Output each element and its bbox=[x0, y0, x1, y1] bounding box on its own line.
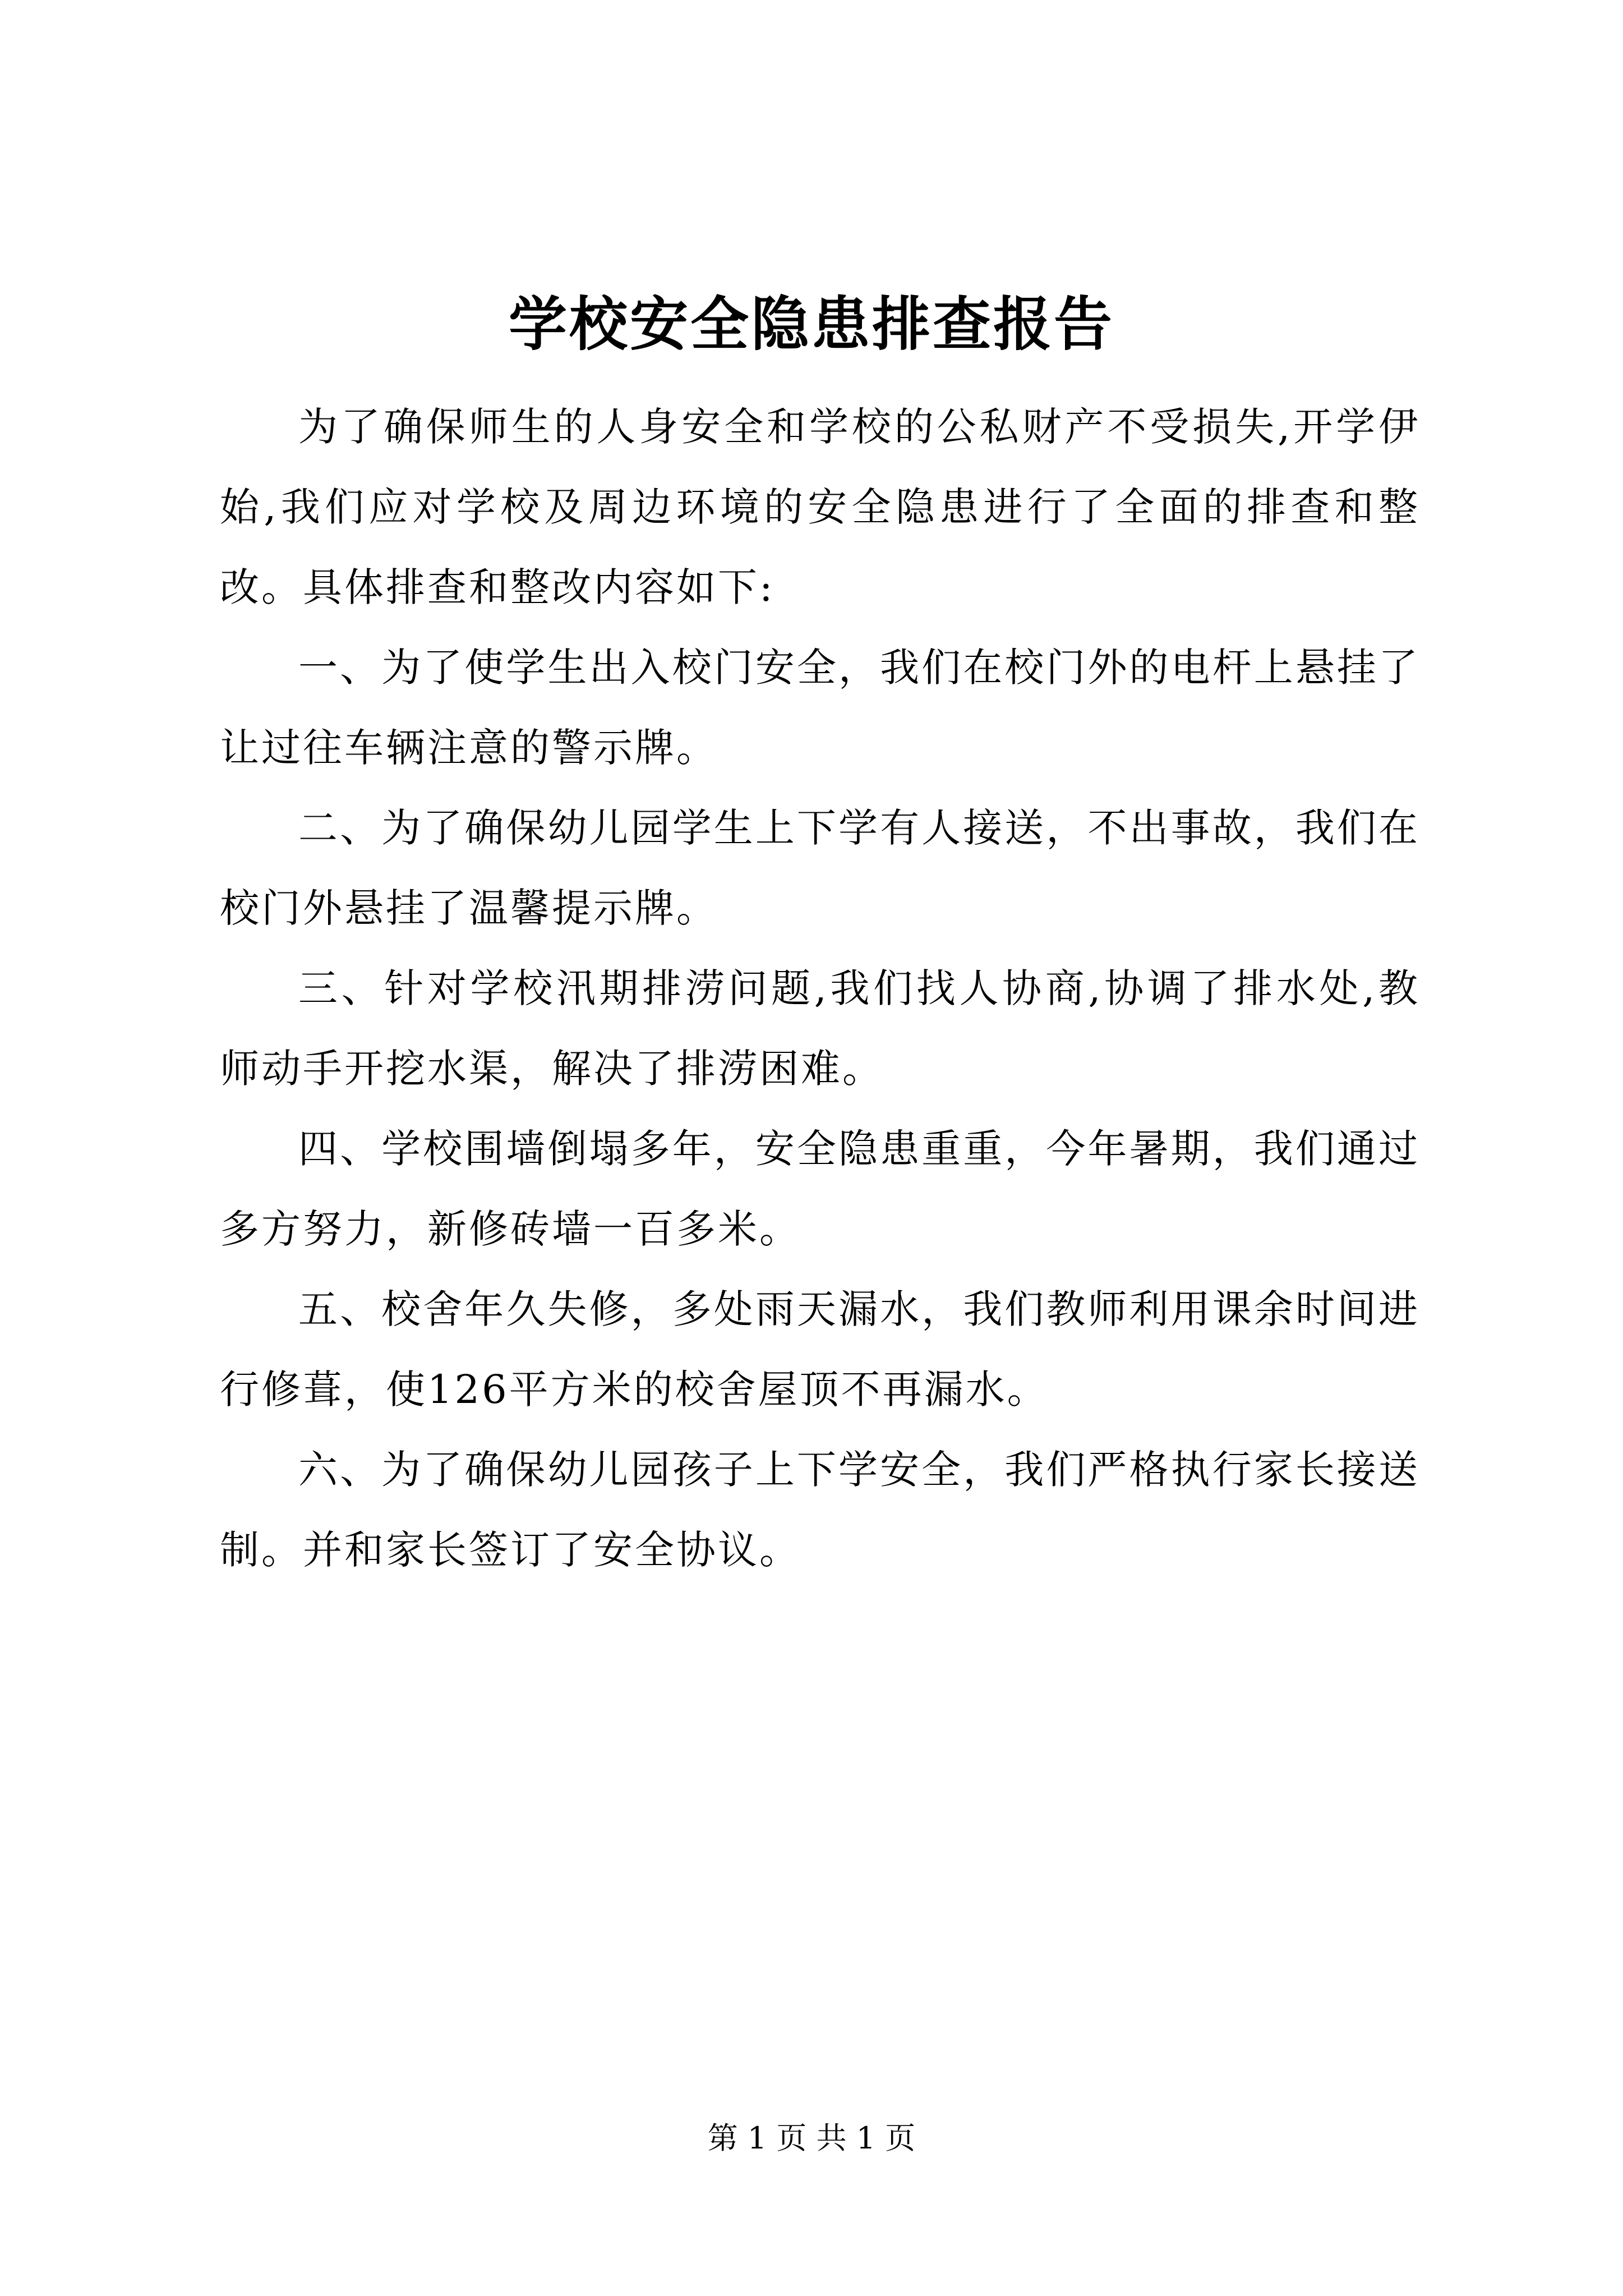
paragraph-intro: 为了确保师生的人身安全和学校的公私财产不受损失,开学伊始,我们应对学校及周边环境的安全隐患进行了全面的排查和整改。具体排查和整改内容如下: bbox=[220, 404, 1420, 610]
paragraph-item-4: 四、学校围墙倒塌多年，安全隐患重重，今年暑期，我们通过多方努力，新修砖墙一百多米。 bbox=[220, 1126, 1420, 1252]
paragraph-item-1: 一、为了使学生出入校门安全，我们在校门外的电杆上悬挂了让过往车辆注意的警示牌。 bbox=[220, 645, 1420, 771]
document-title: 学校安全隐患排查报告 bbox=[508, 289, 1114, 358]
paragraph-item-3: 三、针对学校汛期排涝问题,我们找人协商,协调了排水处,教师动手开挖水渠，解决了排涝困难。 bbox=[220, 965, 1420, 1092]
paragraph-item-2: 二、为了确保幼儿园学生上下学有人接送，不出事故，我们在校门外悬挂了温馨提示牌。 bbox=[220, 805, 1420, 931]
page-number-footer: 第 1 页 共 1 页 bbox=[707, 2120, 916, 2156]
paragraph-item-5: 五、校舍年久失修，多处雨天漏水，我们教师利用课余时间进行修葺，使126平方米的校舍屋顶不再漏水。 bbox=[220, 1286, 1420, 1412]
paragraph-item-6: 六、为了确保幼儿园孩子上下学安全，我们严格执行家长接送制。并和家长签订了安全协议。 bbox=[220, 1447, 1420, 1573]
document-body bbox=[220, 387, 1420, 1590]
